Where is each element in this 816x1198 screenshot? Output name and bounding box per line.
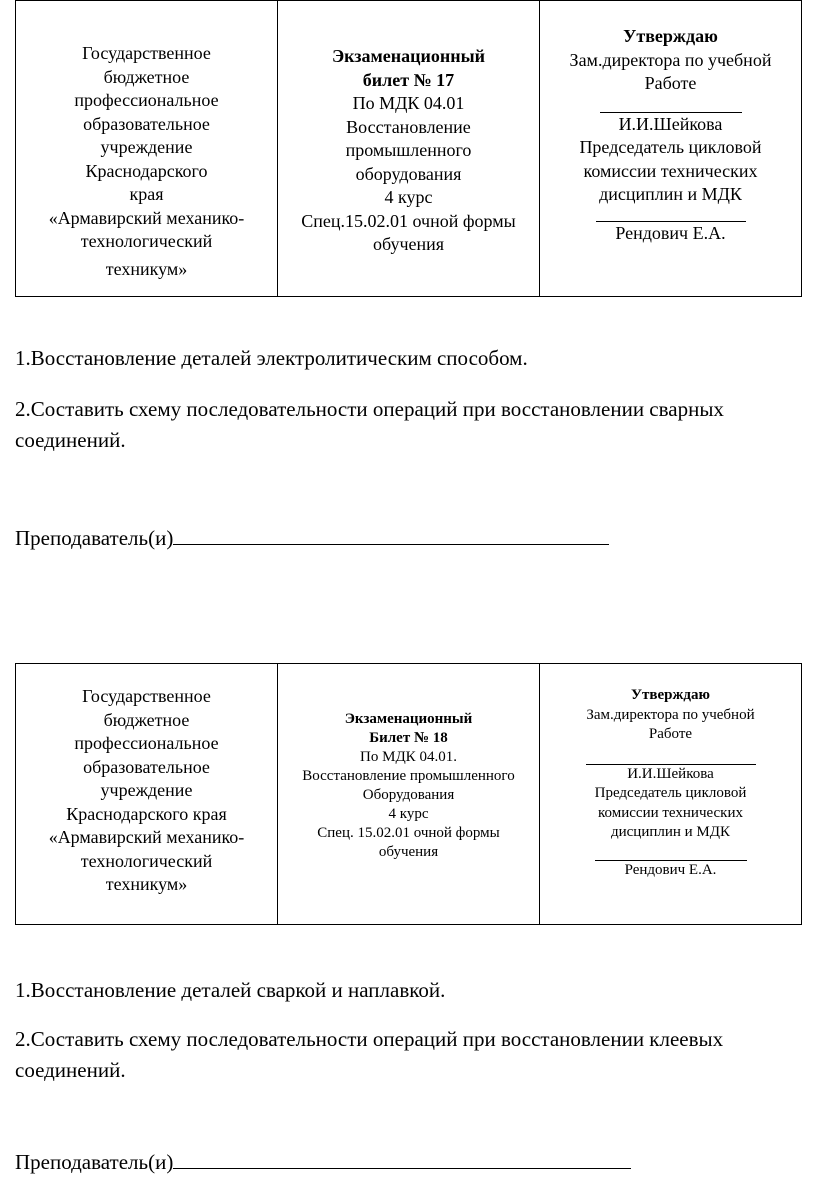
ticket-number: билет № 17 <box>362 69 455 90</box>
approval-cell <box>540 1 802 297</box>
institution-line: учреждение <box>100 780 193 800</box>
approve-line: Зам.директора по учебной <box>586 706 755 723</box>
institution-line: края <box>129 184 164 204</box>
ticket-title: Экзаменационный <box>331 46 486 66</box>
question-2: 2.Составить схему последовательности операций при восстановлении сварных соединений. <box>15 397 724 452</box>
institution-line: бюджетное <box>103 66 190 87</box>
course-line: По МДК 04.01. <box>360 749 457 765</box>
institution-line: бюджетное <box>103 709 190 730</box>
institution-line: «Армавирский механико- <box>48 827 245 847</box>
signer-name: Рендович Е.А. <box>615 222 726 243</box>
institution-line: технологический <box>80 850 213 871</box>
question-1: 1.Восстановление деталей электролитическим способом. <box>15 346 528 370</box>
course-line: обучения <box>372 234 445 254</box>
institution-line: образовательное <box>83 113 210 134</box>
ticket-18-header-table <box>15 663 802 925</box>
chair-line: комиссии технических <box>598 804 743 821</box>
chair-line: дисциплин и МДК <box>599 184 742 204</box>
institution-line: профессиональное <box>74 733 219 753</box>
approve-line: Зам.директора по учебной <box>569 49 772 70</box>
course-line: По МДК 04.01 <box>352 93 465 113</box>
course-line: промышленного <box>345 140 472 160</box>
institution-line: «Армавирский механико- <box>48 207 245 228</box>
chair-line: комиссии технических <box>583 160 758 181</box>
question-2: 2.Составить схему последовательности операций при восстановлении клеевых соединений. <box>15 1027 724 1082</box>
course-line: оборудования <box>355 163 462 184</box>
institution-line: техникум» <box>105 258 188 279</box>
course-line: Оборудования <box>362 787 455 803</box>
chair-line: дисциплин и МДК <box>610 824 731 840</box>
question-1: 1.Восстановление деталей сваркой и наплавкой. <box>15 978 446 1002</box>
signer-name: И.И.Шейкова <box>618 113 723 134</box>
course-line: Восстановление промышленного <box>302 768 515 784</box>
ticket-number: Билет № 18 <box>369 730 448 746</box>
approve-heading: Утверждаю <box>631 687 710 703</box>
ticket-17-header-table <box>15 0 802 297</box>
chair-line: Председатель цикловой <box>594 785 747 801</box>
course-line: 4 курс <box>384 187 433 207</box>
teacher-label: Преподаватель(и) <box>15 526 174 550</box>
approve-heading: Утверждаю <box>623 26 718 46</box>
teacher-signature-line <box>173 1167 631 1169</box>
approve-line: Работе <box>644 73 697 93</box>
chair-line: Председатель цикловой <box>579 137 762 157</box>
course-line: Спец.15.02.01 очной формы <box>301 210 516 231</box>
ticket-info-cell <box>278 1 540 297</box>
institution-line: Государственное <box>82 686 211 706</box>
institution-cell <box>16 664 278 925</box>
institution-cell <box>16 1 278 297</box>
ticket-info-cell <box>278 664 540 925</box>
signer-name: Рендович Е.А. <box>624 861 717 878</box>
institution-line: технологический <box>80 231 213 251</box>
course-line: Восстановление <box>346 116 471 137</box>
institution-line: Краснодарского <box>85 160 208 181</box>
institution-line: учреждение <box>100 137 193 157</box>
teacher-signature-row <box>15 1150 631 1175</box>
teacher-label: Преподаватель(и) <box>15 1150 174 1174</box>
course-line: Спец. 15.02.01 очной формы <box>317 825 500 841</box>
institution-line: Государственное <box>82 43 211 63</box>
course-line: обучения <box>378 844 439 860</box>
institution-line: профессиональное <box>74 90 219 110</box>
institution-line: образовательное <box>83 756 210 777</box>
ticket-title: Экзаменационный <box>344 711 473 727</box>
approval-cell <box>540 664 802 925</box>
course-line: 4 курс <box>388 806 429 822</box>
signer-name: И.И.Шейкова <box>627 765 714 782</box>
institution-line: техникум» <box>105 874 188 894</box>
teacher-signature-row <box>15 526 609 551</box>
institution-line: Краснодарского края <box>66 803 227 824</box>
approve-line: Работе <box>648 726 693 742</box>
teacher-signature-line <box>173 543 609 545</box>
